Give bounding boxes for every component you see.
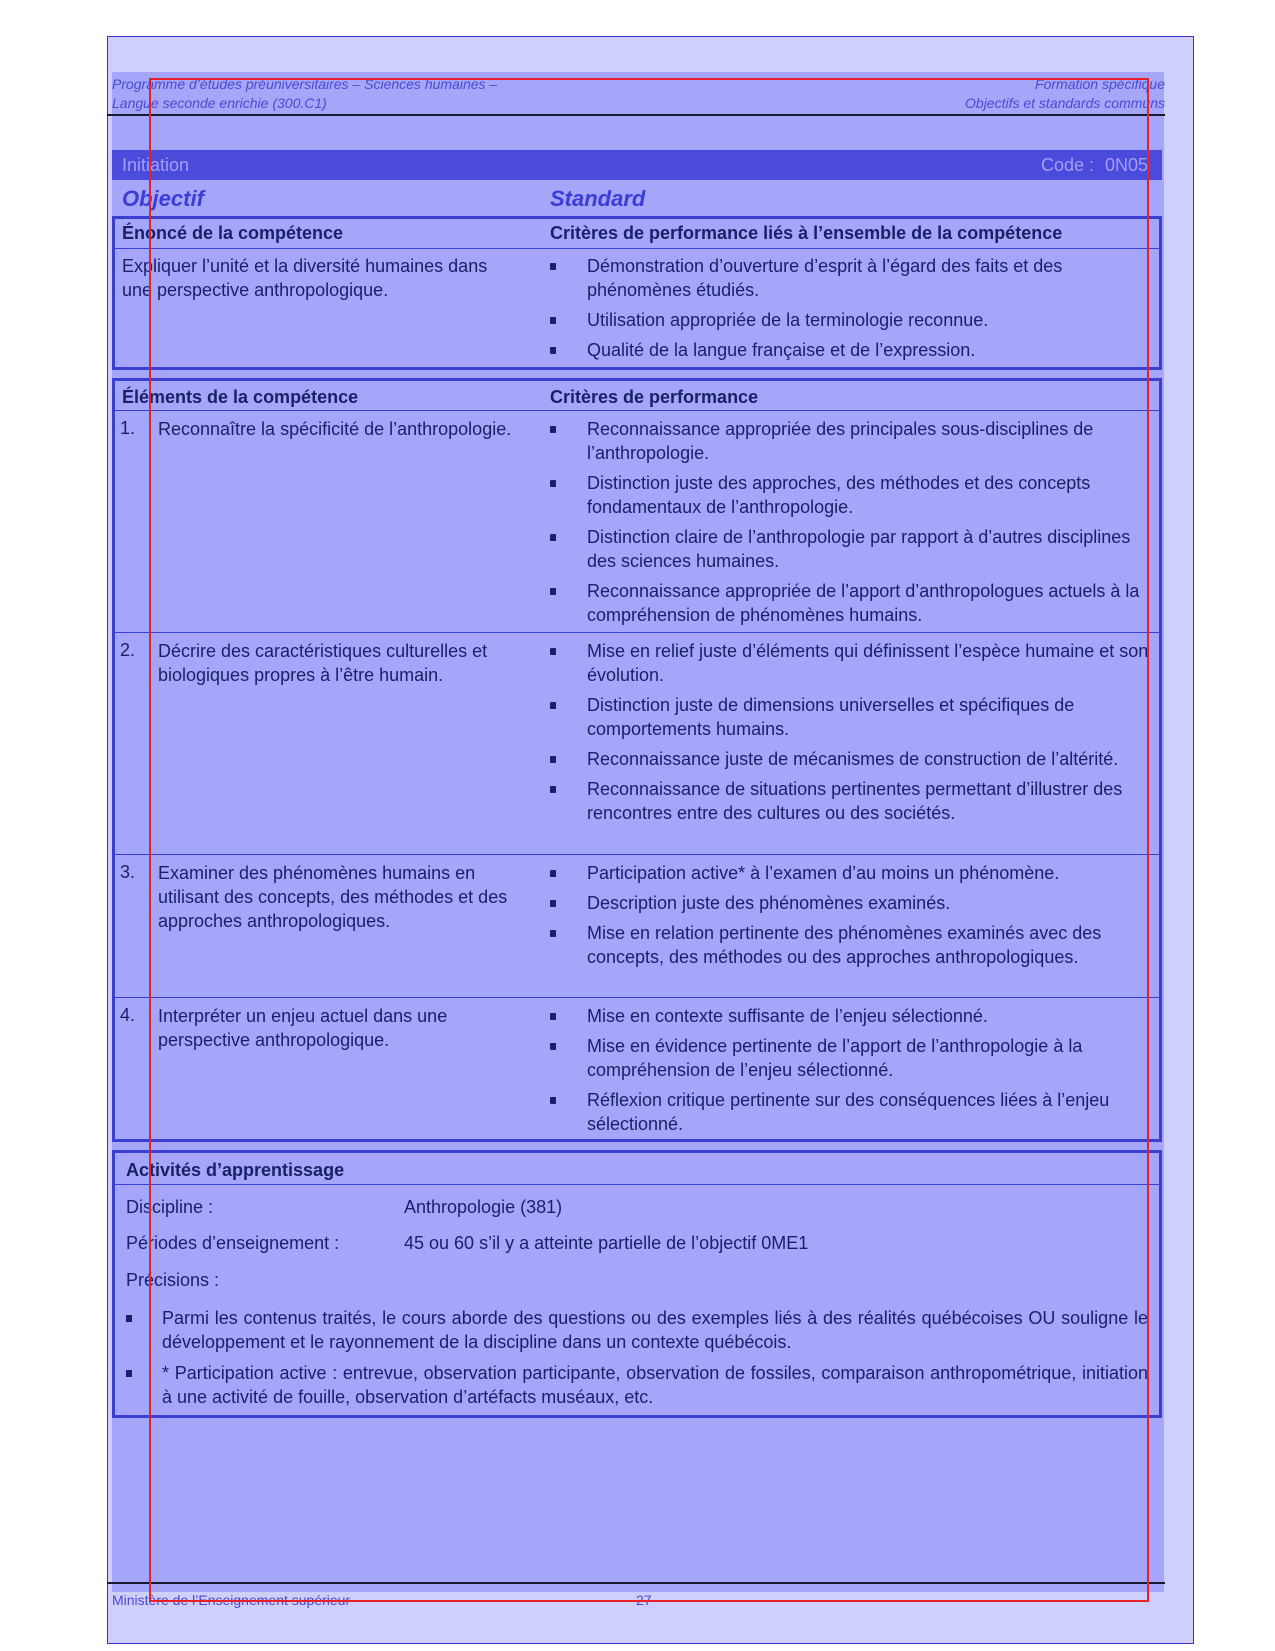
element-text: Examiner des phénomènes humains en utilisant des concepts, des méthodes et des approches anthropologiques.	[158, 863, 508, 931]
criterion-item: Démonstration d’ouverture d’esprit à l’égard des faits et des phénomènes étudiés.	[550, 254, 1155, 302]
elements-right-header: Critères de performance	[550, 387, 759, 407]
precision-item: * Participation active : entrevue, observation participante, observation de fossiles, comparaison anthropométrique, initiation à une activité de fouille, observation d’artéfacts muséaux, etc.	[124, 1361, 1148, 1409]
code-label: Code :	[1040, 155, 1094, 175]
discipline-value: Anthropologie (381)	[404, 1197, 563, 1217]
elements-left-header: Éléments de la compétence	[122, 387, 359, 407]
criterion-item: Mise en contexte suffisante de l’enjeu sélectionné.	[550, 1004, 1155, 1028]
competence-statement: Expliquer l’unité et la diversité humaines dans une perspective anthropologique.	[122, 256, 488, 300]
bullet-icon	[550, 317, 556, 324]
bullet-icon	[550, 347, 556, 354]
header-rule	[107, 114, 1165, 116]
criterion-item: Distinction juste de dimensions universelles et spécifiques de comportements humains.	[550, 693, 1155, 741]
periods-label: Périodes d’enseignement :	[126, 1233, 340, 1253]
competence-header-rule	[112, 248, 1162, 249]
element-number: 1.	[120, 418, 136, 438]
criterion-item: Mise en relief juste d’éléments qui définissent l’espèce humaine et son évolution.	[550, 639, 1155, 687]
bullet-icon	[550, 1097, 556, 1104]
criterion-item: Description juste des phénomènes examinés.	[550, 891, 1155, 915]
elements-header-rule	[112, 410, 1162, 411]
criterion-item: Participation active* à l’examen d’au moins un phénomène.	[550, 861, 1155, 885]
footer-rule	[107, 1582, 1165, 1584]
bullet-icon	[550, 786, 556, 793]
criterion-item: Qualité de la langue française et de l’expression.	[550, 338, 1155, 362]
standard-title: Standard	[550, 186, 646, 211]
criterion-item: Reconnaissance appropriée de l’apport d’anthropologues actuels à la compréhension de phénomènes humains.	[550, 579, 1155, 627]
competence-right-header: Critères de performance liés à l’ensemble de la compétence	[550, 223, 1063, 243]
page-number: 27	[636, 1592, 652, 1608]
bullet-icon	[550, 930, 556, 937]
bullet-icon	[550, 1013, 556, 1020]
header-program: Programme d’études préuniversitaires – Sciences humaines –	[112, 76, 498, 92]
competence-left-header: Énoncé de la compétence	[122, 223, 344, 243]
criterion-item: Mise en évidence pertinente de l’apport de l’anthropologie à la compréhension de l’enjeu sélectionné.	[550, 1034, 1155, 1082]
title-initiation: Initiation	[122, 155, 190, 175]
header-langue: Langue seconde enrichie (300.C1)	[112, 95, 327, 111]
activities-header-rule	[112, 1184, 1162, 1185]
bullet-icon	[550, 900, 556, 907]
criterion-item: Distinction juste des approches, des méthodes et des concepts fondamentaux de l’anthropologie.	[550, 471, 1155, 519]
precisions-label: Précisions :	[126, 1270, 220, 1290]
periods-value: 45 ou 60 s’il y a atteinte partielle de l’objectif 0ME1	[404, 1233, 809, 1253]
activities-title: Activités d’apprentissage	[126, 1160, 345, 1180]
bullet-icon	[550, 756, 556, 763]
element-text: Reconnaître la spécificité de l’anthropologie.	[158, 419, 512, 439]
row-divider	[112, 997, 1162, 998]
element-criteria	[550, 1004, 1155, 1142]
bullet-icon	[550, 480, 556, 487]
header-objectifs: Objectifs et standards communs	[965, 95, 1165, 111]
element-number: 4.	[120, 1005, 136, 1025]
bullet-icon	[550, 1043, 556, 1050]
precisions-list	[124, 1306, 1148, 1409]
criterion-item: Reconnaissance appropriée des principales sous-disciplines de l’anthropologie.	[550, 417, 1155, 465]
header-formation: Formation spécifique	[1035, 76, 1165, 92]
element-text: Décrire des caractéristiques culturelles et biologiques propres à l’être humain.	[158, 641, 488, 685]
criterion-item: Utilisation appropriée de la terminologie reconnue.	[550, 308, 1155, 332]
bullet-icon	[550, 588, 556, 595]
bullet-icon	[550, 702, 556, 709]
criterion-item: Distinction claire de l’anthropologie par rapport à d’autres disciplines des sciences humaines.	[550, 525, 1155, 573]
row-divider	[112, 854, 1162, 855]
element-criteria	[550, 417, 1155, 633]
title-bar	[112, 150, 1162, 180]
objectif-title: Objectif	[122, 186, 204, 211]
discipline-label: Discipline :	[126, 1197, 214, 1217]
criterion-item: Reconnaissance juste de mécanismes de construction de l’altérité.	[550, 747, 1155, 771]
criterion-item: Réflexion critique pertinente sur des conséquences liées à l’enjeu sélectionné.	[550, 1088, 1155, 1136]
bullet-icon	[550, 870, 556, 877]
element-number: 3.	[120, 862, 136, 882]
bullet-icon	[126, 1315, 132, 1322]
criterion-item: Reconnaissance de situations pertinentes permettant d’illustrer des rencontres entre des cultures ou des sociétés.	[550, 777, 1155, 825]
bullet-icon	[126, 1370, 132, 1377]
row-divider	[112, 632, 1162, 633]
bullet-icon	[550, 534, 556, 541]
element-criteria	[550, 639, 1155, 831]
bullet-icon	[550, 426, 556, 433]
element-text: Interpréter un enjeu actuel dans une perspective anthropologique.	[158, 1006, 448, 1050]
bullet-icon	[550, 263, 556, 270]
code-value: 0N05	[1104, 155, 1148, 175]
footer-ministry: Ministère de l’Enseignement supérieur	[112, 1592, 351, 1608]
element-criteria	[550, 861, 1155, 975]
competence-criteria	[550, 254, 1155, 368]
precision-item: Parmi les contenus traités, le cours aborde des questions ou des exemples liés à des réalités québécoises OU souligne le développement et le rayonnement de la discipline dans un contexte québécois.	[124, 1306, 1148, 1354]
element-number: 2.	[120, 640, 136, 660]
criterion-item: Mise en relation pertinente des phénomènes examinés avec des concepts, des méthodes ou des approches anthropologiques.	[550, 921, 1155, 969]
bullet-icon	[550, 648, 556, 655]
